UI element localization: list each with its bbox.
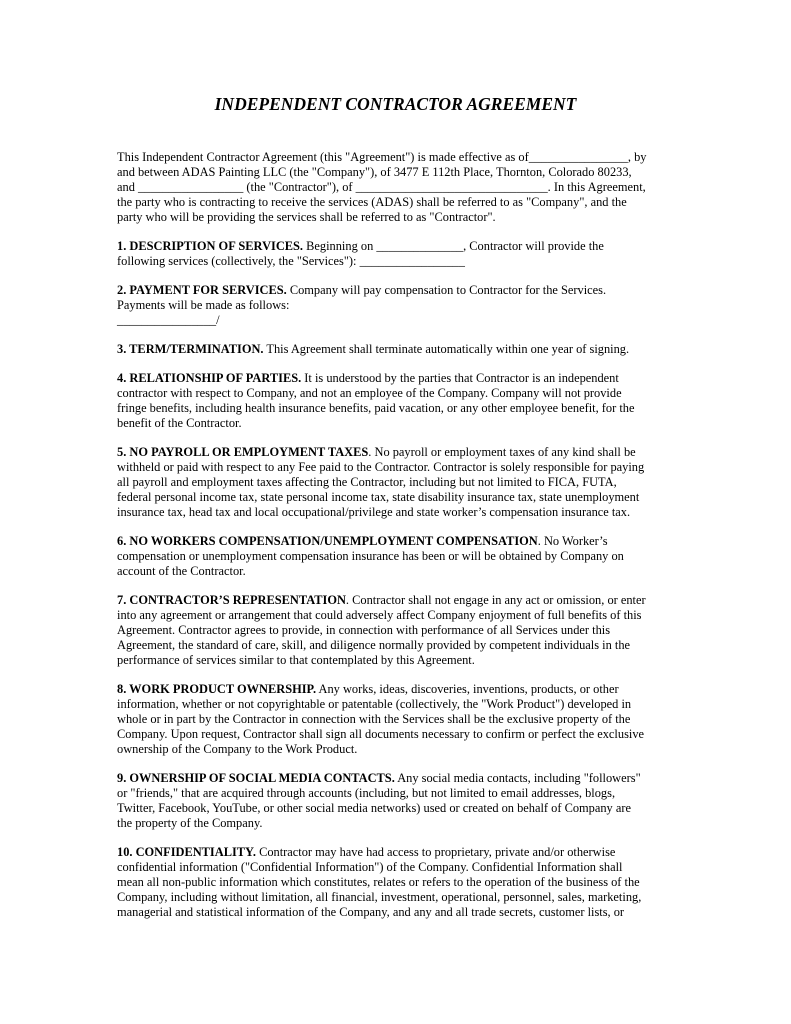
- section-line: mean all non-public information which constitutes, relates or refers to the operation of the business of the: [117, 875, 640, 889]
- section-line: Agreement, the standard of care, skill, and diligence normally provided by competent individuals in the: [117, 638, 631, 652]
- section-line: into any agreement or arrangement that could adversely affect Company enjoyment of full benefits of this: [117, 608, 642, 622]
- document-body: [117, 150, 677, 920]
- section-heading: 9. OWNERSHIP OF SOCIAL MEDIA CONTACTS.: [117, 771, 395, 785]
- section-line: withheld or paid with respect to any Fee paid to the Contractor. Contractor is solely responsible for paying: [117, 460, 645, 474]
- section-line: Company, including without limitation, all financial, investment, operational, personnel, sales, marketing,: [117, 890, 642, 904]
- section-contractor-representation: [117, 593, 677, 668]
- document-title: INDEPENDENT CONTRACTOR AGREEMENT: [214, 94, 577, 114]
- section-heading: 3. TERM/TERMINATION.: [117, 342, 264, 356]
- section-no-payroll-taxes: [117, 445, 677, 520]
- section-relationship-of-parties: [117, 371, 677, 431]
- section-text: This Agreement shall terminate automatically within one year of signing.: [263, 342, 630, 356]
- section-line: the property of the Company.: [117, 816, 263, 830]
- intro-line: and between ADAS Painting LLC (the "Company"), of 3477 E 112th Place, Thornton, Colorado 80233,: [117, 165, 632, 179]
- section-heading: 8. WORK PRODUCT OWNERSHIP.: [117, 682, 317, 696]
- section-line: contractor with respect to Company, and not an employee of the Company. Company will not provide: [117, 386, 622, 400]
- section-heading: 2. PAYMENT FOR SERVICES.: [117, 283, 287, 297]
- section-text: . No payroll or employment taxes of any kind shall be: [368, 445, 636, 459]
- section-line: account of the Contractor.: [117, 564, 246, 578]
- section-work-product-ownership: [117, 682, 677, 757]
- section-line: or "friends," that are acquired through accounts (including, but not limited to email addresses, blogs,: [117, 786, 616, 800]
- section-line: insurance tax, head tax and local occupational/privilege and state worker’s compensation insurance tax.: [117, 505, 631, 519]
- section-line: managerial and statistical information of the Company, and any and all trade secrets, customer lists, or: [117, 905, 625, 919]
- section-line: all payroll and employment taxes affecting the Contractor, including but not limited to FICA, FUTA,: [117, 475, 617, 489]
- section-line: information, whether or not copyrightable or patentable (collectively, the "Work Product") developed in: [117, 697, 632, 711]
- section-text: Contractor may have had access to proprietary, private and/or otherwise: [255, 845, 616, 859]
- intro-paragraph: [117, 150, 677, 225]
- section-line: fringe benefits, including health insurance benefits, paid vacation, or any other employee benefit, for the: [117, 401, 635, 415]
- section-text: Company will pay compensation to Contractor for the Services.: [286, 283, 607, 297]
- section-term-termination: [117, 342, 677, 357]
- section-line: performance of services similar to that contemplated by this Agreement.: [117, 653, 475, 667]
- section-line: Agreement. Contractor agrees to provide, in connection with performance of all Services under this: [117, 623, 611, 637]
- section-text: Any social media contacts, including "followers": [394, 771, 641, 785]
- section-line: Payments will be made as follows:: [117, 298, 290, 312]
- section-heading: 4. RELATIONSHIP OF PARTIES.: [117, 371, 302, 385]
- section-text: It is understood by the parties that Contractor is an independent: [301, 371, 619, 385]
- section-heading: 1. DESCRIPTION OF SERVICES.: [117, 239, 304, 253]
- section-heading: 5. NO PAYROLL OR EMPLOYMENT TAXES: [117, 445, 369, 459]
- section-line: compensation or unemployment compensation insurance has been or will be obtained by Company on: [117, 549, 624, 563]
- section-text: . Contractor shall not engage in any act or omission, or enter: [345, 593, 646, 607]
- section-line: Company. Upon request, Contractor shall sign all documents necessary to confirm or perfect the exclusive: [117, 727, 645, 741]
- intro-line: This Independent Contractor Agreement (this "Agreement") is made effective as of________________, by: [117, 150, 647, 164]
- section-social-media-contacts: [117, 771, 677, 831]
- section-heading: 6. NO WORKERS COMPENSATION/UNEMPLOYMENT COMPENSATION: [117, 534, 538, 548]
- section-description-of-services: [117, 239, 677, 269]
- section-line: benefit of the Contractor.: [117, 416, 242, 430]
- section-line: confidential information ("Confidential Information") of the Company. Confidential Information shall: [117, 860, 623, 874]
- section-no-workers-compensation: [117, 534, 677, 579]
- section-text: Any works, ideas, discoveries, inventions, products, or other: [316, 682, 619, 696]
- intro-line: and _________________ (the "Contractor"), of _______________________________. In this Agreement,: [117, 180, 646, 194]
- section-heading: 7. CONTRACTOR’S REPRESENTATION: [117, 593, 346, 607]
- intro-line: the party who is contracting to receive the services (ADAS) shall be referred to as "Company", and the: [117, 195, 627, 209]
- section-line: federal personal income tax, state personal income tax, state disability insurance tax, state unemployment: [117, 490, 640, 504]
- section-text: Beginning on ______________, Contractor will provide the: [303, 239, 604, 253]
- section-line: Twitter, Facebook, YouTube, or other social media networks) used or created on behalf of Company are: [117, 801, 631, 815]
- section-text: . No Worker’s: [537, 534, 608, 548]
- section-line: ________________/: [117, 313, 220, 327]
- section-line: ownership of the Company to the Work Product.: [117, 742, 358, 756]
- section-line: whole or in part by the Contractor in connection with the Services shall be the exclusive property of the: [117, 712, 631, 726]
- section-line: following services (collectively, the "Services"): _________________: [117, 254, 465, 268]
- intro-line: party who will be providing the services shall be referred to as "Contractor".: [117, 210, 496, 224]
- section-confidentiality: [117, 845, 677, 920]
- section-heading: 10. CONFIDENTIALITY.: [117, 845, 256, 859]
- section-payment-for-services: [117, 283, 677, 328]
